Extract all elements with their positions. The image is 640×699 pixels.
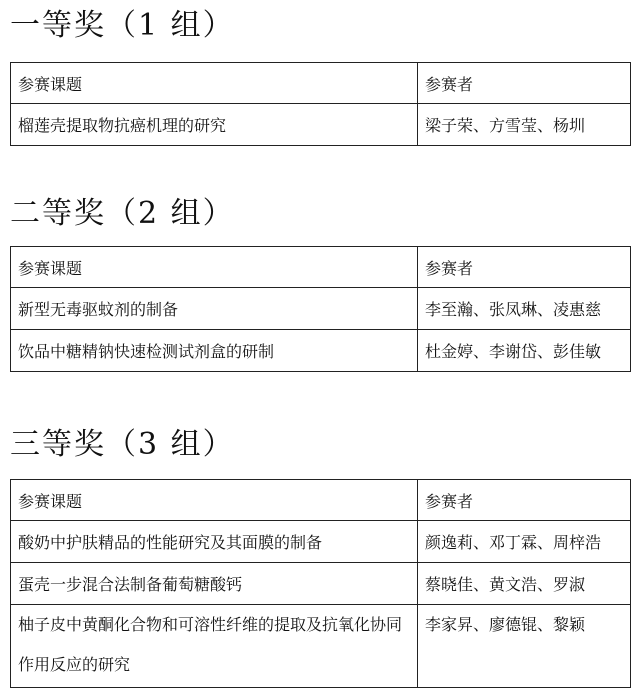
table-row — [11, 605, 631, 688]
section-heading: 一等奖（1 组） — [10, 8, 235, 43]
award-table — [10, 479, 631, 688]
table-row — [11, 288, 631, 330]
participants-cell: 颜逸莉、邓丁霖、周梓浩 — [418, 521, 631, 563]
header-topic: 参赛课题 — [11, 63, 418, 104]
topic-cell: 榴莲壳提取物抗癌机理的研究 — [11, 104, 418, 146]
table-header-row — [11, 247, 631, 288]
award-table — [10, 246, 631, 372]
header-participants: 参赛者 — [418, 63, 631, 104]
participants-cell: 李家昇、廖德锟、黎颖 — [418, 605, 631, 688]
award-section-second — [10, 196, 630, 372]
table-row — [11, 521, 631, 563]
topic-cell: 蛋壳一步混合法制备葡萄糖酸钙 — [11, 563, 418, 605]
header-participants: 参赛者 — [418, 247, 631, 288]
header-participants: 参赛者 — [418, 480, 631, 521]
table-row — [11, 563, 631, 605]
table-header-row — [11, 480, 631, 521]
participants-cell: 梁子荣、方雪莹、杨圳 — [418, 104, 631, 146]
section-heading: 三等奖（3 组） — [10, 427, 235, 462]
topic-cell: 柚子皮中黄酮化合物和可溶性纤维的提取及抗氧化协同作用反应的研究 — [11, 605, 418, 688]
participants-cell: 蔡晓佳、黄文浩、罗淑 — [418, 563, 631, 605]
topic-cell: 饮品中糖精钠快速检测试剂盒的研制 — [11, 330, 418, 372]
participants-cell: 李至瀚、张凤琳、凌惠慈 — [418, 288, 631, 330]
table-row — [11, 330, 631, 372]
award-table — [10, 62, 631, 146]
award-section-third — [10, 427, 630, 688]
section-heading: 二等奖（2 组） — [10, 196, 235, 231]
table-row — [11, 104, 631, 146]
header-topic: 参赛课题 — [11, 480, 418, 521]
award-section-first — [10, 8, 630, 146]
participants-cell: 杜金婷、李谢岱、彭佳敏 — [418, 330, 631, 372]
topic-cell: 新型无毒驱蚊剂的制备 — [11, 288, 418, 330]
table-header-row — [11, 63, 631, 104]
header-topic: 参赛课题 — [11, 247, 418, 288]
topic-cell: 酸奶中护肤精品的性能研究及其面膜的制备 — [11, 521, 418, 563]
